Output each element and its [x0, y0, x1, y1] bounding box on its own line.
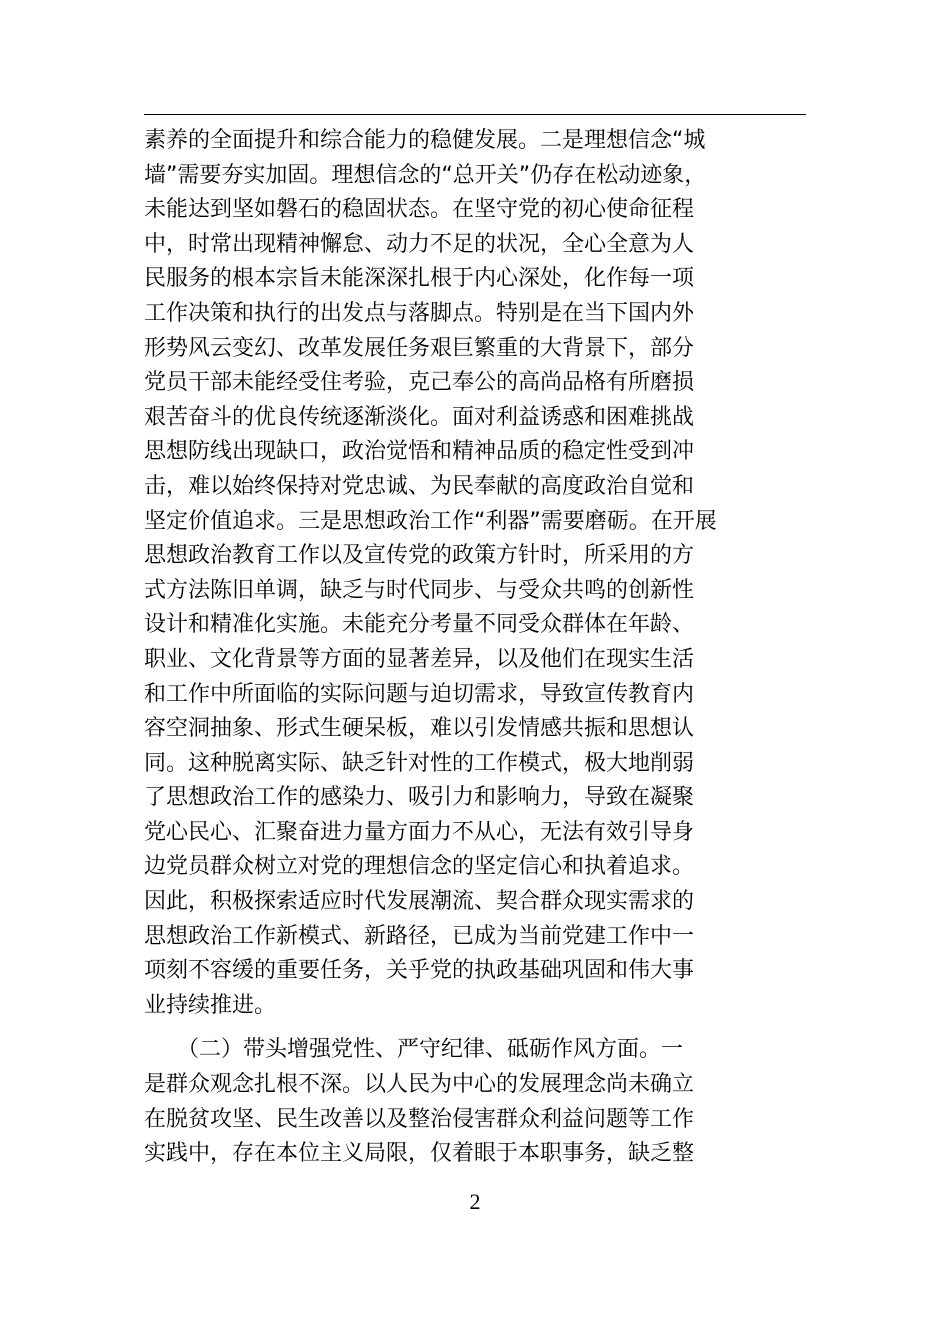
text-line: 是群众观念扎根不深。以人民为中心的发展理念尚未确立	[144, 1072, 695, 1098]
text-line: 思想防线出现缺口，政治觉悟和精神品质的稳定性受到冲	[144, 439, 695, 465]
text-line: 党员干部未能经受住考验，克己奉公的高尚品格有所磨损	[144, 370, 695, 396]
text-line: 业持续推进。	[144, 992, 277, 1018]
text-line: 同。这种脱离实际、缺乏针对性的工作模式，极大地削弱	[144, 750, 695, 776]
text-line: 形势风云变幻、改革发展任务艰巨繁重的大背景下，部分	[144, 335, 695, 361]
text-line: 式方法陈旧单调，缺乏与时代同步、与受众共鸣的创新性	[144, 577, 695, 603]
text-line: 中，时常出现精神懈怠、动力不足的状况，全心全意为人	[144, 231, 695, 257]
text-line: 击，难以始终保持对党忠诚、为民奉献的高度政治自觉和	[144, 473, 695, 499]
page-number: 2	[469, 1189, 481, 1214]
text-line: 艰苦奋斗的优良传统逐渐淡化。面对利益诱惑和困难挑战	[144, 404, 695, 430]
text-line: 因此，积极探索适应时代发展潮流、契合群众现实需求的	[144, 889, 695, 915]
text-line: （二）带头增强党性、严守纪律、砥砺作风方面。一	[144, 1037, 684, 1063]
text-line: 民服务的根本宗旨未能深深扎根于内心深处，化作每一项	[144, 266, 695, 292]
text-line: 容空洞抽象、形式生硬呆板，难以引发情感共振和思想认	[144, 716, 695, 742]
text-line: 职业、文化背景等方面的显著差异，以及他们在现实生活	[144, 646, 695, 672]
text-line: 未能达到坚如磐石的稳固状态。在坚守党的初心使命征程	[144, 197, 695, 223]
text-line: 坚定价值追求。三是思想政治工作“利器”需要磨砺。在开展	[144, 508, 717, 534]
body-text	[144, 124, 806, 1172]
text-line: 思想政治教育工作以及宣传党的政策方针时，所采用的方	[144, 543, 695, 569]
text-line: 在脱贫攻坚、民生改善以及整治侵害群众利益问题等工作	[144, 1106, 695, 1132]
paragraph-2	[144, 1033, 806, 1171]
text-line: 设计和精准化实施。未能充分考量不同受众群体在年龄、	[144, 612, 695, 638]
paragraph-1	[144, 124, 806, 1023]
paragraph-spacer	[144, 1023, 806, 1033]
header-rule	[144, 114, 806, 115]
text-line: 素养的全面提升和综合能力的稳健发展。二是理想信念“城	[144, 128, 706, 153]
text-line: 了思想政治工作的感染力、吸引力和影响力，导致在凝聚	[144, 785, 695, 811]
text-line: 实践中，存在本位主义局限，仅着眼于本职事务，缺乏整	[144, 1141, 695, 1167]
text-line: 思想政治工作新模式、新路径，已成为当前党建工作中一	[144, 923, 695, 949]
text-line: 边党员群众树立对党的理想信念的坚定信心和执着追求。	[144, 854, 695, 880]
text-line: 工作决策和执行的出发点与落脚点。特别是在当下国内外	[144, 300, 695, 326]
text-line: 和工作中所面临的实际问题与迫切需求，导致宣传教育内	[144, 681, 695, 707]
text-line: 墙”需要夯实加固。理想信念的“总开关”仍存在松动迹象，	[144, 162, 707, 188]
text-line: 项刻不容缓的重要任务，关乎党的执政基础巩固和伟大事	[144, 958, 695, 984]
text-line: 党心民心、汇聚奋进力量方面力不从心，无法有效引导身	[144, 819, 695, 845]
